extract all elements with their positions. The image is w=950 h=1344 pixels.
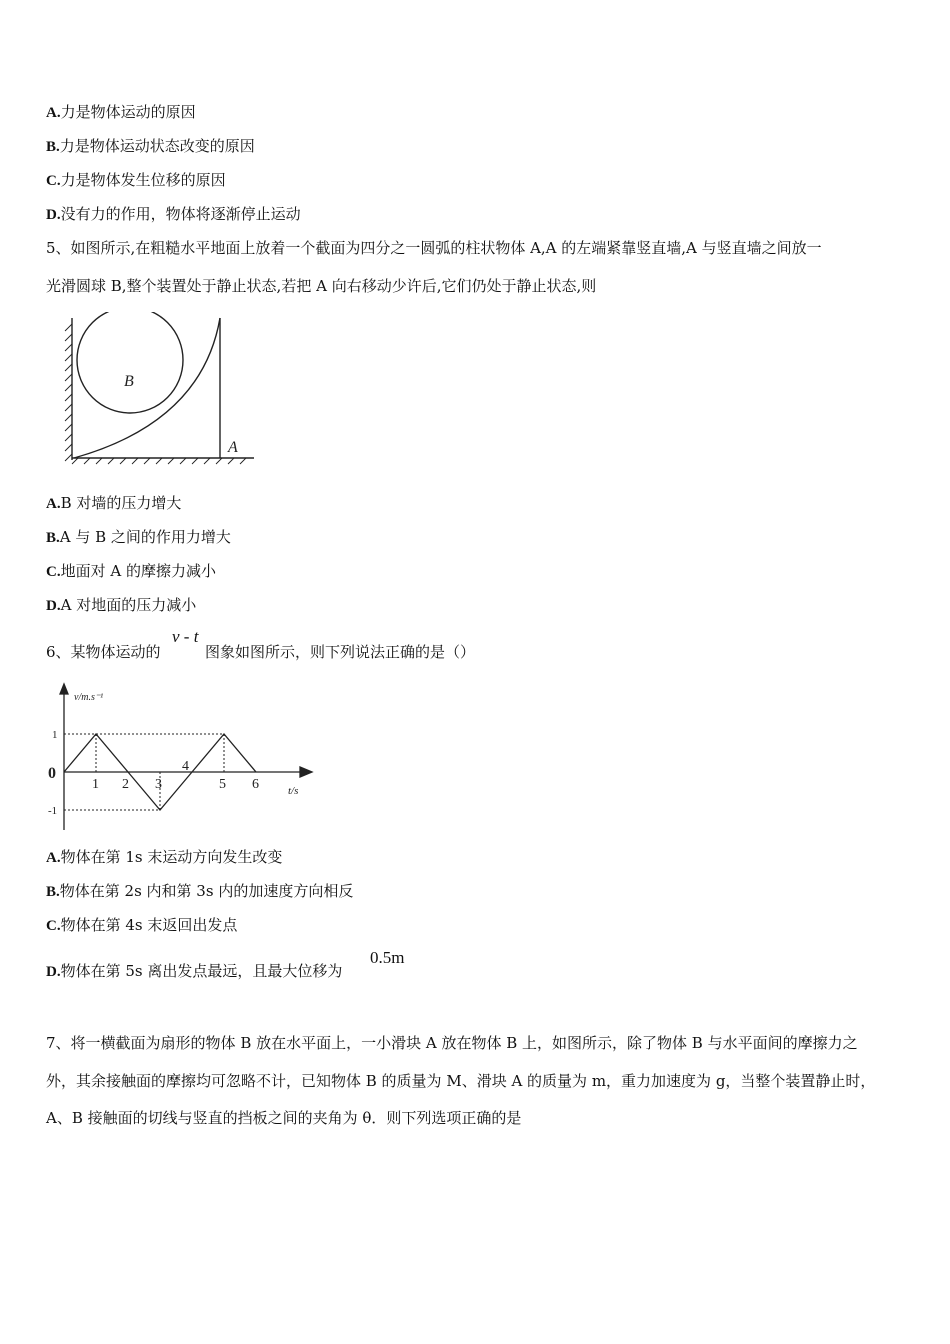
q4-option-b: B.力是物体运动状态改变的原因	[46, 137, 255, 155]
q5-option-c: C.地面对 A 的摩擦力减小	[46, 562, 216, 580]
x-axis-arrow	[300, 767, 312, 777]
q5-option-b: B.A 与 B 之间的作用力增大	[46, 528, 231, 546]
q6-stem-prefix: 6、某物体运动的	[46, 643, 161, 661]
wall-hatching	[65, 324, 72, 461]
q6-option-d-formula: 0.5m	[370, 948, 405, 967]
q6-option-d: D.物体在第 5s 离出发点最远，且最大位移为	[46, 962, 343, 980]
ball-label: B	[124, 373, 134, 390]
ball-b	[77, 312, 183, 413]
q5-option-a: A.B 对墙的压力增大	[46, 494, 182, 512]
xtick-5: 5	[219, 777, 226, 792]
y-axis-arrow	[60, 684, 68, 694]
xtick-3: 3	[155, 777, 162, 792]
xtick-1: 1	[92, 777, 99, 792]
block-a-arc	[74, 318, 220, 458]
ytick-neg1: -1	[48, 805, 58, 817]
q5-stem-line1: 5、如图所示,在粗糙水平地面上放着一个截面为四分之一圆弧的柱状物体 A,A 的左端紧靠竖直墙,A 与竖直墙之间放一	[46, 239, 822, 257]
q4-option-d: D.没有力的作用，物体将逐渐停止运动	[46, 205, 301, 223]
q6-formula: v - t	[172, 627, 199, 646]
y-axis-label: v/m.s⁻¹	[74, 692, 104, 703]
block-label: A	[228, 439, 238, 456]
q7-stem-line3: A、B 接触面的切线与竖直的挡板之间的夹角为 θ．则下列选项正确的是	[46, 1109, 522, 1127]
q6-vt-graph	[44, 682, 314, 834]
q7-stem-line1: 7、将一横截面为扇形的物体 B 放在水平面上，一小滑块 A 放在物体 B 上，如图所示，除了物体 B 与水平面间的摩擦力之	[46, 1034, 858, 1052]
q5-figure	[62, 312, 262, 466]
q6-option-c: C.物体在第 4s 末返回出发点	[46, 916, 238, 934]
q5-stem-line2: 光滑圆球 B,整个装置处于静止状态,若把 A 向右移动少许后,它们仍处于静止状态,则	[46, 277, 597, 295]
origin-label: 0	[48, 765, 56, 782]
xtick-4: 4	[182, 759, 189, 774]
q6-option-b: B.物体在第 2s 内和第 3s 内的加速度方向相反	[46, 882, 354, 900]
xtick-6: 6	[252, 777, 259, 792]
ground-hatching	[72, 458, 246, 464]
q4-option-a: A.力是物体运动的原因	[46, 103, 196, 121]
xtick-2: 2	[122, 777, 129, 792]
q6-stem-suffix: 图象如图所示，则下列说法正确的是（）	[205, 643, 476, 661]
ytick-1: 1	[52, 729, 58, 741]
q4-option-c: C.力是物体发生位移的原因	[46, 171, 226, 189]
q5-option-d: D.A 对地面的压力减小	[46, 596, 197, 614]
x-axis-label: t/s	[288, 785, 299, 797]
q6-option-a: A.物体在第 1s 末运动方向发生改变	[46, 848, 283, 866]
q7-stem-line2: 外，其余接触面的摩擦均可忽略不计，已知物体 B 的质量为 M、滑块 A 的质量为 m，重力加速度为 g，当整个装置静止时，	[46, 1072, 876, 1090]
